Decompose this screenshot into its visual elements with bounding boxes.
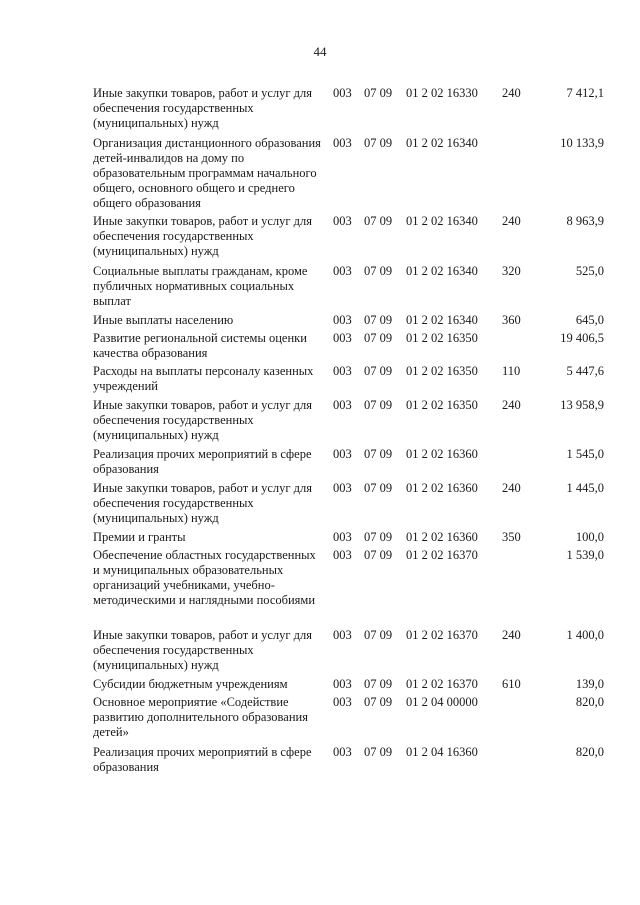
section-code: 07 09: [364, 398, 393, 412]
amount: 525,0: [575, 264, 604, 278]
row-name: Иные закупки товаров, работ и услуг для обеспечения государственных (муниципальных) нужд: [93, 398, 313, 442]
target-code: 01 2 02 16340: [406, 214, 478, 228]
section-code: 07 09: [364, 364, 393, 378]
target-code: 01 2 02 16340: [406, 313, 478, 327]
target-code: 01 2 02 16350: [406, 398, 478, 412]
ministry-code: 003: [333, 677, 352, 691]
row-name: Организация дистанционного образования детей-инвалидов на дому по образовательным программам начального общего, основного общего и среднего общего образования: [93, 136, 321, 210]
target-code: 01 2 02 16350: [406, 364, 478, 378]
amount: 645,0: [575, 313, 604, 327]
row-name: Иные закупки товаров, работ и услуг для обеспечения государственных (муниципальных) нужд: [93, 214, 313, 258]
ministry-code: 003: [333, 264, 352, 278]
section-code: 07 09: [364, 695, 393, 709]
section-code: 07 09: [364, 331, 393, 345]
amount: 1 545,0: [566, 447, 604, 461]
section-code: 07 09: [364, 481, 393, 495]
amount: 1 445,0: [566, 481, 604, 495]
amount: 13 958,9: [560, 398, 604, 412]
expense-code: 240: [502, 398, 521, 412]
target-code: 01 2 02 16370: [406, 548, 478, 562]
expense-code: 240: [502, 628, 521, 642]
section-code: 07 09: [364, 677, 393, 691]
ministry-code: 003: [333, 398, 352, 412]
expense-code: 240: [502, 481, 521, 495]
expense-code: 610: [502, 677, 521, 691]
target-code: 01 2 04 16360: [406, 745, 478, 759]
target-code: 01 2 02 16330: [406, 86, 478, 100]
ministry-code: 003: [333, 548, 352, 562]
row-name: Иные закупки товаров, работ и услуг для обеспечения государственных (муниципальных) нужд: [93, 86, 313, 130]
amount: 100,0: [575, 530, 604, 544]
amount: 1 400,0: [566, 628, 604, 642]
target-code: 01 2 02 16360: [406, 447, 478, 461]
section-code: 07 09: [364, 628, 393, 642]
target-code: 01 2 02 16350: [406, 331, 478, 345]
amount: 8 963,9: [566, 214, 604, 228]
expense-code: 110: [502, 364, 521, 378]
section-code: 07 09: [364, 548, 393, 562]
expense-code: 350: [502, 530, 521, 544]
amount: 5 447,6: [566, 364, 604, 378]
row-name: Реализация прочих мероприятий в сфере образования: [93, 745, 312, 774]
ministry-code: 003: [333, 86, 352, 100]
section-code: 07 09: [364, 214, 393, 228]
ministry-code: 003: [333, 214, 352, 228]
row-name: Реализация прочих мероприятий в сфере образования: [93, 447, 312, 476]
row-name: Премии и гранты: [93, 530, 186, 544]
row-name: Иные выплаты населению: [93, 313, 234, 327]
expense-code: 240: [502, 86, 521, 100]
row-name: Иные закупки товаров, работ и услуг для обеспечения государственных (муниципальных) нужд: [93, 481, 313, 525]
ministry-code: 003: [333, 313, 352, 327]
row-name: Социальные выплаты гражданам, кроме публичных нормативных социальных выплат: [93, 264, 308, 308]
section-code: 07 09: [364, 264, 393, 278]
target-code: 01 2 04 00000: [406, 695, 478, 709]
amount: 1 539,0: [566, 548, 604, 562]
section-code: 07 09: [364, 86, 393, 100]
page-number: 44: [313, 44, 327, 59]
amount: 10 133,9: [560, 136, 604, 150]
target-code: 01 2 02 16360: [406, 530, 478, 544]
expense-code: 320: [502, 264, 521, 278]
row-name: Субсидии бюджетным учреждениям: [93, 677, 288, 691]
target-code: 01 2 02 16370: [406, 628, 478, 642]
row-name: Обеспечение областных государственных и муниципальных образовательных организаций учебниками, учебно-методическими и наглядными пособиями: [93, 548, 316, 607]
ministry-code: 003: [333, 530, 352, 544]
row-name: Иные закупки товаров, работ и услуг для обеспечения государственных (муниципальных) нужд: [93, 628, 313, 672]
amount: 820,0: [575, 745, 604, 759]
target-code: 01 2 02 16340: [406, 264, 478, 278]
amount: 19 406,5: [560, 331, 604, 345]
row-name: Основное мероприятие «Содействие развитию дополнительного образования детей»: [93, 695, 308, 739]
ministry-code: 003: [333, 364, 352, 378]
ministry-code: 003: [333, 481, 352, 495]
section-code: 07 09: [364, 530, 393, 544]
ministry-code: 003: [333, 695, 352, 709]
section-code: 07 09: [364, 136, 393, 150]
section-code: 07 09: [364, 745, 393, 759]
ministry-code: 003: [333, 136, 352, 150]
amount: 820,0: [575, 695, 604, 709]
ministry-code: 003: [333, 447, 352, 461]
amount: 139,0: [575, 677, 604, 691]
ministry-code: 003: [333, 745, 352, 759]
amount: 7 412,1: [566, 86, 604, 100]
section-code: 07 09: [364, 447, 393, 461]
expense-code: 240: [502, 214, 521, 228]
target-code: 01 2 02 16360: [406, 481, 478, 495]
section-code: 07 09: [364, 313, 393, 327]
ministry-code: 003: [333, 331, 352, 345]
row-name: Расходы на выплаты персоналу казенных учреждений: [93, 364, 314, 393]
expense-code: 360: [502, 313, 521, 327]
row-name: Развитие региональной системы оценки качества образования: [93, 331, 307, 360]
target-code: 01 2 02 16370: [406, 677, 478, 691]
ministry-code: 003: [333, 628, 352, 642]
target-code: 01 2 02 16340: [406, 136, 478, 150]
